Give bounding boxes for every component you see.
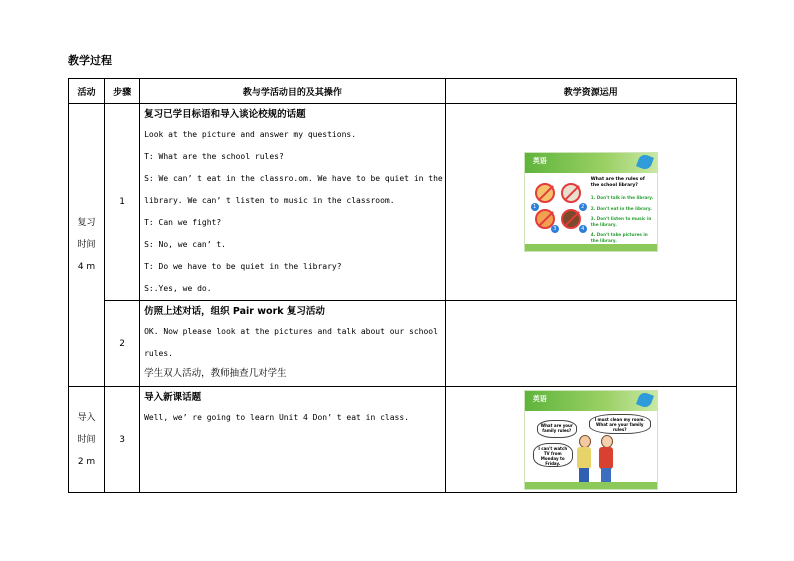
picture-number: 4 <box>579 225 587 233</box>
header-activity: 活动 <box>69 79 105 104</box>
step-number: 2 <box>105 301 140 387</box>
picture-number: 3 <box>551 225 559 233</box>
table-header-row <box>69 79 737 104</box>
slide-rule: 3. Don't listen to music in the library. <box>590 216 652 227</box>
activity-intro-cell <box>69 387 105 493</box>
header-step: 步骤 <box>105 79 140 104</box>
step-number: 1 <box>105 104 140 301</box>
dialog-line: Look at the picture and answer my questions. <box>144 130 357 139</box>
no-music-icon <box>561 183 581 203</box>
slide-rule: 4. Don't take pictures in the library. <box>590 232 648 243</box>
step-title: 导入新课话题 <box>144 392 202 403</box>
slide-family-rules <box>524 390 658 490</box>
slide-library-rules <box>524 152 658 252</box>
speech-bubble-boy: What are your family rules? <box>537 420 577 438</box>
activity-time-label: 时间 <box>77 434 96 445</box>
dialog-line: Well, we’ re going to learn Unit 4 Don’ t eat in class. <box>144 413 409 422</box>
table-row <box>69 301 737 387</box>
slide-question: What are the rules of the school library? <box>590 177 645 188</box>
procedure-cell <box>140 387 445 493</box>
speech-bubble-boy-answer: I can't watch TV from Monday to Friday. <box>533 443 573 467</box>
section-heading: 教学过程 <box>68 54 112 67</box>
dialog-line: S: No, we can’ t. <box>144 240 226 249</box>
step-number: 3 <box>105 387 140 493</box>
table-row <box>69 104 737 301</box>
picture-number: 2 <box>579 203 587 211</box>
slide-rule: 2. Don't eat in the library. <box>590 206 652 211</box>
slide-rule: 1. Don't talk in the library. <box>590 195 654 200</box>
dialog-line: rules. <box>144 349 173 358</box>
procedure-cell <box>140 104 445 301</box>
activity-time-label: 时间 <box>77 240 96 250</box>
dialog-line: OK. Now please look at the pictures and talk about our school <box>144 327 438 336</box>
dialog-line: S: We can’ t eat in the classro.om. We have to be quiet in the <box>144 174 443 183</box>
activity-duration: 4 m <box>77 262 96 272</box>
step-title: 复习已学目标语和导入谈论校规的话题 <box>144 109 306 120</box>
resource-cell <box>445 104 736 301</box>
activity-duration: 2 m <box>77 456 96 467</box>
slide-logo: 英语 <box>532 157 547 165</box>
step-title: 仿照上述对话，组织 Pair work 复习活动 <box>144 306 325 317</box>
header-procedure: 教与学活动目的及其操作 <box>140 79 445 104</box>
teacher-note: 学生双人活动，教师抽查几对学生 <box>144 368 287 379</box>
no-camera-icon <box>561 209 581 229</box>
speech-bubble-girl: I must clean my room. What are your family rules? <box>589 414 651 434</box>
dialog-line: S:.Yes, we do. <box>144 284 212 293</box>
dialog-line: T: Do we have to be quiet in the library? <box>144 262 342 271</box>
activity-label: 复习 <box>77 218 96 228</box>
table-row <box>69 387 737 493</box>
header-resources: 教学资源运用 <box>445 79 736 104</box>
slide-footer-band <box>525 482 657 489</box>
dialog-line: T: What are the school rules? <box>144 152 284 161</box>
resource-cell <box>445 301 736 387</box>
activity-label: 导入 <box>77 412 96 423</box>
dialog-line: library. We can’ t listen to music in the classroom. <box>144 196 395 205</box>
picture-number: 1 <box>531 203 539 211</box>
activity-review-cell <box>69 104 105 387</box>
no-talking-icon <box>535 183 555 203</box>
slide-logo: 英语 <box>532 394 547 403</box>
slide-footer-band <box>525 244 657 251</box>
dialog-line: T: Can we fight? <box>144 218 222 227</box>
resource-cell <box>445 387 736 493</box>
procedure-cell <box>140 301 445 387</box>
lesson-table <box>68 78 737 493</box>
